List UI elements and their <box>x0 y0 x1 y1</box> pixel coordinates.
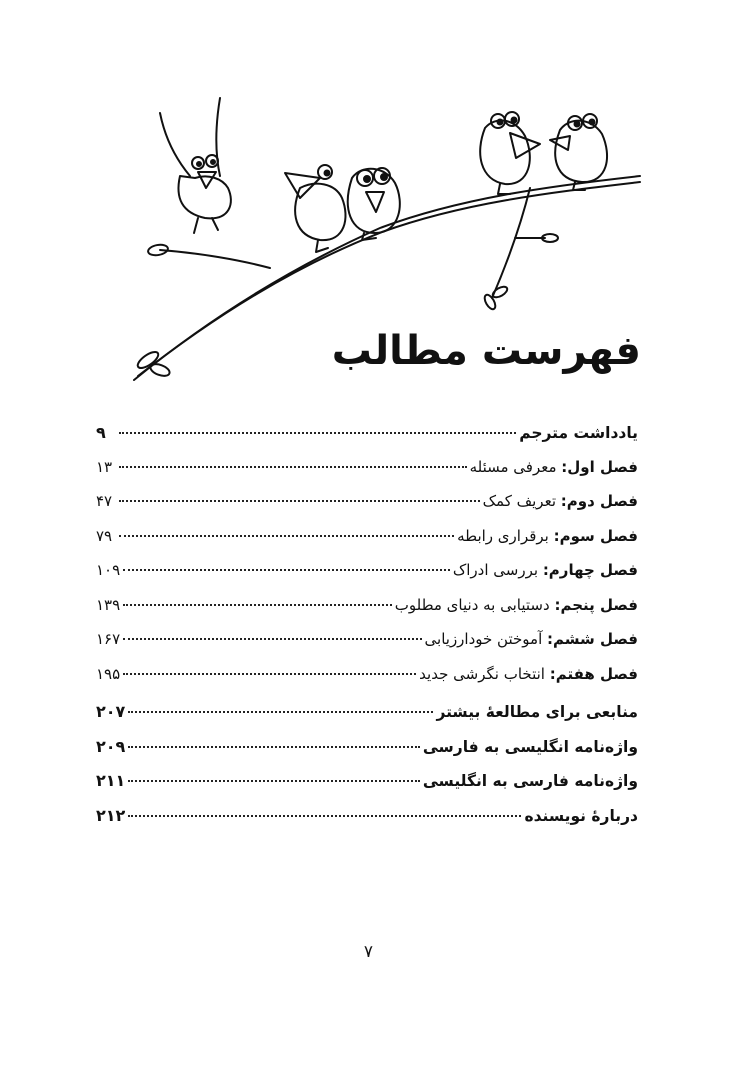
toc-page-number: ۲۰۹ <box>96 736 126 756</box>
dot-leader <box>123 673 416 675</box>
dot-leader <box>128 746 420 748</box>
dot-leader <box>119 466 467 468</box>
dot-leader <box>119 500 480 502</box>
dot-leader <box>119 535 454 537</box>
toc-page-number: ۱۳۹ <box>96 595 121 614</box>
toc-entry-label <box>453 561 638 579</box>
toc-page-number: ۱۳ <box>96 457 113 476</box>
dot-leader <box>123 569 450 571</box>
toc-entry-label: واژه‌نامه فارسی به انگلیسی <box>422 772 638 790</box>
dot-leader <box>123 638 421 640</box>
toc-entry-label <box>483 492 638 510</box>
toc-page-number: ۹ <box>96 423 106 442</box>
chapter-number: فصل دوم: <box>560 492 638 510</box>
page-title: فهرست مطالب <box>331 328 641 374</box>
chapter-number: فصل چهارم: <box>542 561 638 579</box>
toc-row[interactable] <box>96 561 638 596</box>
twig <box>160 250 270 268</box>
chapter-number: فصل ششم: <box>547 630 638 648</box>
toc-row[interactable] <box>96 702 638 737</box>
toc-entry-label <box>425 630 638 648</box>
dot-leader <box>128 711 433 713</box>
toc-page-number: ۲۰۷ <box>96 702 126 721</box>
toc-row[interactable] <box>96 458 638 493</box>
toc-entry-label: واژه‌نامه انگلیسی به فارسی <box>422 737 638 756</box>
chapter-title: تعریف کمک <box>482 492 561 510</box>
chapter-number: فصل سوم: <box>553 526 638 545</box>
toc-entry-label: دربارهٔ نویسنده <box>524 806 638 825</box>
toc-row[interactable] <box>96 806 638 841</box>
chapter-title: برقراری رابطه <box>457 526 554 545</box>
table-of-contents <box>96 423 638 840</box>
toc-row[interactable] <box>96 771 638 806</box>
chapter-title: دستیابی به دنیای مطلوب <box>394 595 555 614</box>
toc-page-number: ۱۰۹ <box>96 561 121 579</box>
toc-row[interactable] <box>96 737 638 772</box>
toc-entry-label: یادداشت مترجم <box>519 424 638 442</box>
dot-leader <box>123 604 392 606</box>
toc-row[interactable] <box>96 630 638 665</box>
chapter-number: فصل اول: <box>561 457 638 476</box>
toc-page-number: ۲۱۲ <box>96 805 126 825</box>
toc-row[interactable] <box>96 492 638 527</box>
toc-page-number: ۷۹ <box>96 526 113 545</box>
bird-2 <box>285 165 346 252</box>
chapter-number: فصل هفتم: <box>549 664 638 683</box>
toc-entry-label <box>470 458 638 476</box>
toc-row[interactable] <box>96 527 638 562</box>
toc-entry-label <box>457 527 638 545</box>
toc-entry-label <box>395 596 638 614</box>
bird-5 <box>550 114 607 190</box>
toc-entry-label <box>419 665 638 683</box>
dot-leader <box>128 815 521 817</box>
bird-4 <box>480 112 540 194</box>
chapter-number: فصل پنجم: <box>554 595 638 614</box>
twig <box>492 188 530 298</box>
flying-bird <box>160 98 231 233</box>
page-number: ۷ <box>363 942 374 962</box>
dot-leader <box>119 432 516 434</box>
chapter-title: انتخاب نگرشی جدید <box>419 664 550 683</box>
toc-row[interactable] <box>96 596 638 631</box>
toc-page-number: ۲۱۱ <box>96 771 126 790</box>
toc-page-number: ۱۶۷ <box>96 630 121 648</box>
chapter-title: آموختن خودارزیابی <box>424 630 547 648</box>
toc-row[interactable] <box>96 423 638 458</box>
toc-page-number: ۴۷ <box>96 492 113 510</box>
toc-page-number: ۱۹۵ <box>96 664 121 683</box>
dot-leader <box>128 780 420 782</box>
chapter-title: بررسی ادراک <box>452 561 543 579</box>
chapter-title: معرفی مسئله <box>469 457 562 476</box>
toc-entry-label: منابعی برای مطالعهٔ بیشتر <box>436 703 638 721</box>
toc-row[interactable] <box>96 665 638 700</box>
